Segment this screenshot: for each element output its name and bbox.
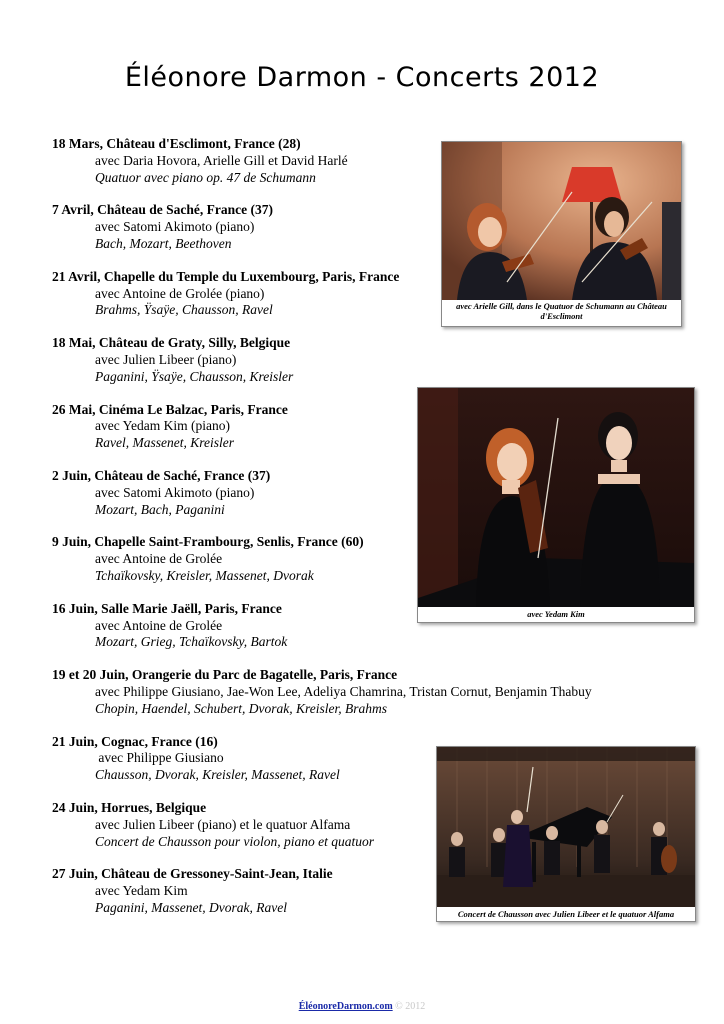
concert-performers: avec Yedam Kim (95, 883, 188, 899)
concert-performers: avec Philippe Giusiano, Jae-Won Lee, Adeliya Chamrina, Tristan Cornut, Benjamin Thabuy (95, 683, 592, 699)
concert-performers: avec Philippe Giusiano (95, 750, 224, 766)
concert-performers: avec Daria Hovora, Arielle Gill et David Harlé (95, 152, 348, 168)
concert-program: Paganini, Ÿsaÿe, Chausson, Kreisler (95, 368, 294, 384)
copyright-text: © 2012 (395, 1001, 426, 1012)
concert-program: Concert de Chausson pour violon, piano et quatuor (95, 833, 374, 849)
concert-heading: 26 Mai, Cinéma Le Balzac, Paris, France (52, 401, 288, 417)
concert-heading: 16 Juin, Salle Marie Jaëll, Paris, France (52, 600, 282, 616)
page-title: Éléonore Darmon - Concerts 2012 (124, 62, 600, 93)
concert-program: Paganini, Massenet, Dvorak, Ravel (95, 899, 287, 915)
concert-heading: 24 Juin, Horrues, Belgique (52, 799, 207, 815)
photo-image (437, 747, 695, 907)
concert-program: Chausson, Dvorak, Kreisler, Massenet, Ravel (95, 767, 340, 783)
website-link[interactable]: ÉléonoreDarmon.com (298, 1001, 393, 1012)
concert-performers: avec Julien Libeer (piano) (95, 351, 237, 367)
concert-performers: avec Julien Libeer (piano) et le quatuor Alfama (95, 816, 351, 832)
concert-program: Quatuor avec piano op. 47 de Schumann (95, 169, 316, 185)
concert-heading: 27 Juin, Château de Gressoney-Saint-Jean, Italie (52, 866, 333, 882)
photo-chausson-concert (436, 746, 696, 922)
concert-program: Bach, Mozart, Beethoven (95, 235, 232, 251)
concert-heading: 18 Mars, Château d'Esclimont, France (28) (52, 136, 301, 151)
photo-caption: Concert de Chausson avec Julien Libeer et le quatuor Alfama (457, 909, 675, 919)
concert-heading: 18 Mai, Château de Graty, Silly, Belgique (52, 335, 291, 351)
concert-performers: avec Satomi Akimoto (piano) (95, 484, 255, 500)
page-footer (0, 1001, 724, 1012)
concert-program: Mozart, Bach, Paganini (95, 501, 225, 517)
concert-program: Tchaïkovsky, Kreisler, Massenet, Dvorak (95, 567, 314, 583)
concert-performers: avec Antoine de Grolée (piano) (95, 285, 265, 301)
photo-image (442, 142, 681, 300)
concert-program: Ravel, Massenet, Kreisler (95, 435, 234, 451)
concert-program: Chopin, Haendel, Schubert, Dvorak, Kreisler, Brahms (95, 700, 387, 716)
concert-entry (52, 335, 652, 385)
concert-heading: 21 Juin, Cognac, France (16) (52, 733, 218, 749)
concert-heading: 9 Juin, Chapelle Saint-Frambourg, Senlis, France (60) (52, 534, 364, 550)
concert-performers: avec Satomi Akimoto (piano) (95, 219, 255, 235)
concert-program: Mozart, Grieg, Tchaïkovsky, Bartok (95, 634, 288, 650)
concert-heading: 21 Avril, Chapelle du Temple du Luxembourg, Paris, France (52, 268, 400, 284)
concert-entry (52, 667, 652, 717)
concert-performers: avec Yedam Kim (piano) (95, 418, 230, 434)
concert-program: Brahms, Ÿsaÿe, Chausson, Ravel (95, 302, 273, 318)
photo-caption: avec Arielle Gill, dans le Quatuor de Schumann au Château d'Esclimont (456, 301, 667, 321)
photo-schumann-quartet (441, 141, 682, 327)
concert-heading: 19 et 20 Juin, Orangerie du Parc de Bagatelle, Paris, France (52, 667, 398, 683)
concert-performers: avec Antoine de Grolée (95, 551, 223, 567)
concert-performers: avec Antoine de Grolée (95, 617, 223, 633)
photo-yedam-kim (417, 387, 695, 623)
concert-heading: 7 Avril, Château de Saché, France (37) (52, 202, 273, 218)
concert-heading: 2 Juin, Château de Saché, France (37) (52, 467, 271, 483)
photo-caption: avec Yedam Kim (527, 609, 585, 619)
photo-image (418, 388, 694, 607)
